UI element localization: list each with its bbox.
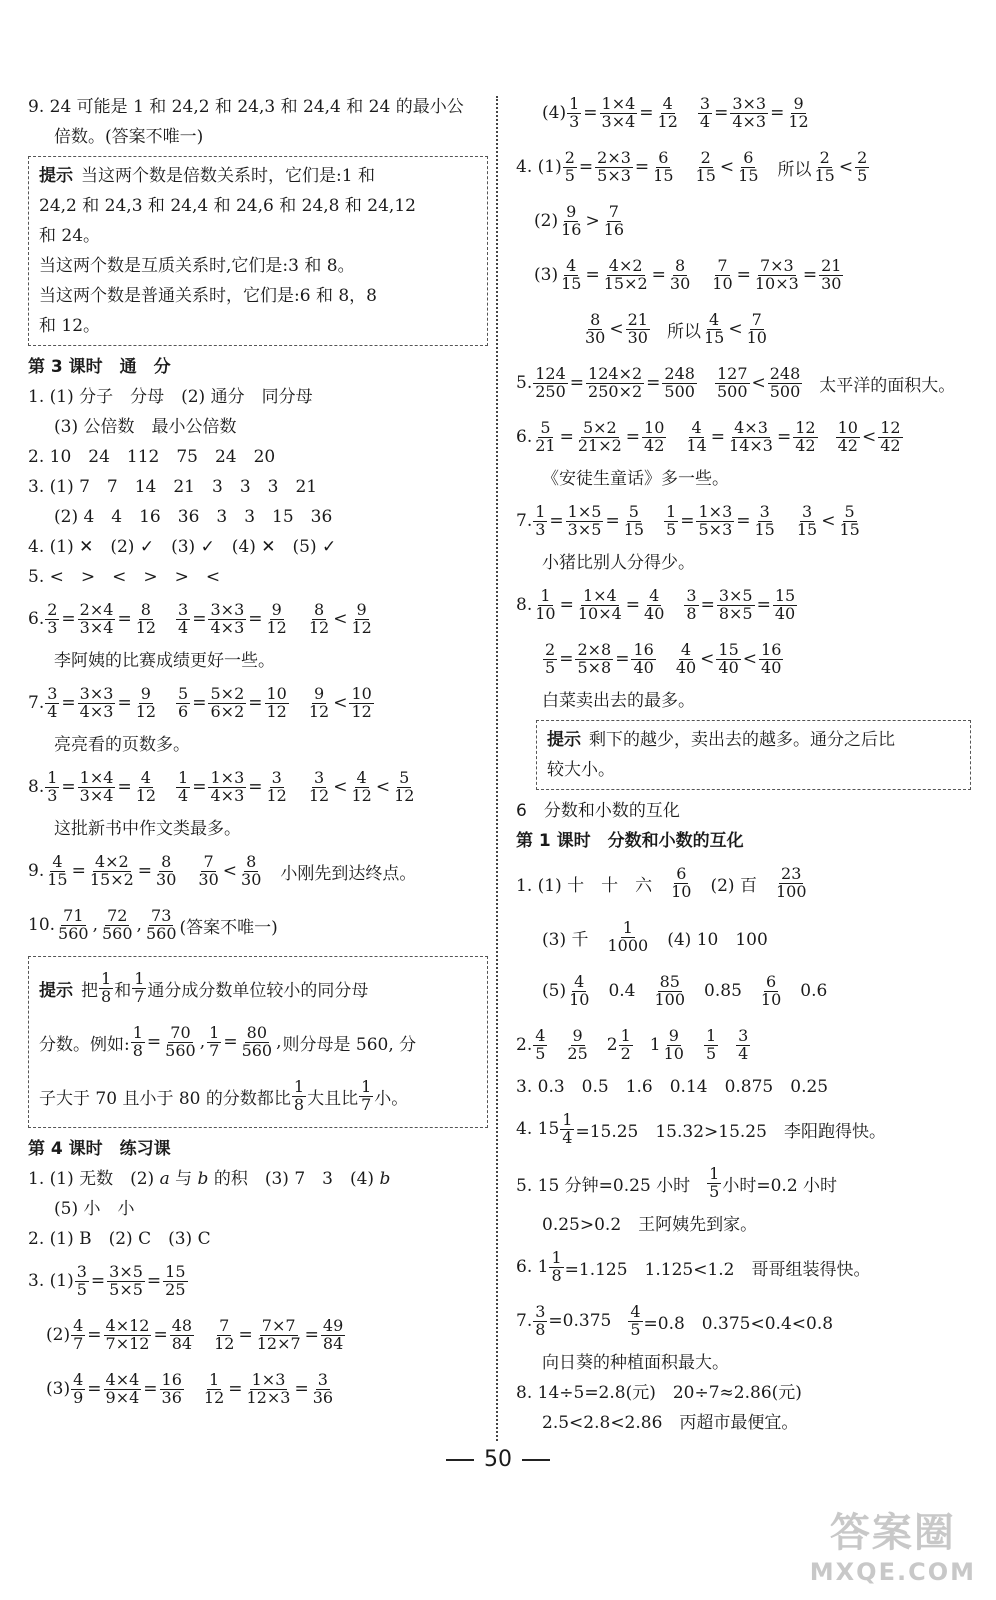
fraction: $\frac{3}{4}$ xyxy=(178,599,189,637)
s-q8b: 2.5<2.8<2.86 丙超市最便宜。 xyxy=(542,1413,799,1433)
s-q7-text: 向日葵的种植面积最大。 xyxy=(542,1353,729,1373)
fraction: $\frac{9}{12}$ xyxy=(351,599,372,637)
fraction: $\frac{2}{3}$ xyxy=(47,599,58,637)
hint-text: 把 xyxy=(81,980,98,1001)
l3-q9-equation: 9. $\frac{4}{15}$ = $\frac{4\times 2}{15\times 2}$ = $\frac{8}{30}$ $\frac{7}{30}$ < $\frac{8}{30}$ 小刚先到达终点。 xyxy=(28,851,417,889)
answer-text: (2) 百 xyxy=(710,875,757,896)
l3-q4: 4. (1) ✕ (2) ✓ (3) ✓ (4) ✕ (5) ✓ xyxy=(28,537,337,557)
fraction: $\frac{2\times 4}{3\times 4}$ xyxy=(79,599,114,637)
answer-text: 小刚先到达终点。 xyxy=(280,863,417,884)
l3-q7-equation: 7. $\frac{3}{4}$ = $\frac{3\times 3}{4\times 3}$ = $\frac{9}{12}$ $\frac{5}{6}$ = $\frac{5\times 2}{6\times 2}$ = $\frac{10}{12}$ $\frac{9}{12}$ < $\frac{10}{12}$ xyxy=(28,683,372,721)
answer-text: 所以 xyxy=(777,159,812,180)
l3-q3b: (2) 4 4 16 36 3 3 15 36 xyxy=(54,507,333,527)
answer-text: =0.8 0.375<0.4<0.8 xyxy=(643,1313,834,1334)
r-q7: 7. $\frac{1}{3}$ = $\frac{1\times 5}{3\times 5}$ = $\frac{5}{15}$ $\frac{1}{5}$ = $\frac{1\times 3}{5\times 3}$ = $\frac{3}{15}$ $\frac{3}{15}$ < $\frac{5}{15}$ xyxy=(516,501,860,539)
l4-q1a: 1. (1) 无数 (2) a 与 b 的积 (3) 7 3 (4) b xyxy=(28,1169,391,1189)
r-q8: 8. $\frac{1}{10}$ = $\frac{1\times 4}{10\times 4}$ = $\frac{4}{40}$ $\frac{3}{8}$ = $\frac{3\times 5}{8\times 5}$ = $\frac{15}{40}$ xyxy=(516,585,796,623)
answer-text: =1.125 1.125<1.2 哥哥组装得快。 xyxy=(564,1259,871,1280)
l3-q8-text: 这批新书中作文类最多。 xyxy=(54,819,241,839)
l4-q3-3: (3) $\frac{4}{9}$ = $\frac{4\times 4}{9\times 4}$ = $\frac{16}{36}$ $\frac{1}{12}$ = $\frac{1\times 3}{12\times 3}$ = $\frac{3}{36}$ xyxy=(46,1369,334,1407)
q-label: 8. xyxy=(516,595,533,615)
hint-label: 提示 xyxy=(39,166,73,186)
l3-q7-text: 亮亮看的页数多。 xyxy=(54,735,190,755)
hint-box-2: 提示 把 $\frac{1}{8}$ 和 $\frac{1}{7}$ 通分成分数单位较小的同分母 分数。例如: $\frac{1}{8}$ = $\frac{70}{560}$ , $\frac{1}{7}$ = $\frac{80}{560}$ , 则分母是 560, 分 子大于 70 且小于 80 的分数都比 $\frac{1}{8}$ 大且比 $\frac{1}{7}$ 小。 xyxy=(28,956,488,1128)
answer-text: 1. (1) 十 十 六 xyxy=(516,875,653,896)
hint-text: 和 xyxy=(114,980,132,1001)
q-label: 8. xyxy=(28,777,45,797)
q-label: 6. xyxy=(28,609,45,629)
q-label: 2. xyxy=(516,1035,533,1055)
hint-text: 小。 xyxy=(374,1088,409,1109)
q-label: (2) xyxy=(46,1325,71,1345)
s-q2: 2. $\frac{4}{5}$ $\frac{9}{25}$ 2 $\frac{1}{2}$ 1 $\frac{9}{10}$ $\frac{1}{5}$ $\frac{3}{4}$ xyxy=(516,1025,749,1063)
s-q7: 7. $\frac{3}{8}$ =0.375 $\frac{4}{5}$ =0.8 0.375<0.4<0.8 xyxy=(516,1301,834,1339)
fraction: $\frac{8}{12}$ xyxy=(308,599,330,637)
l4-q1b: (5) 小 小 xyxy=(54,1199,135,1219)
q-label: 6. xyxy=(516,427,533,447)
hint-text: 24,2 和 24,3 和 24,4 和 24,6 和 24,8 和 24,12 xyxy=(39,196,416,216)
q-label: (3) xyxy=(46,1379,71,1399)
hint-text: 和 24。 xyxy=(39,226,101,246)
lesson1-title: 第 1 课时 分数和小数的互化 xyxy=(516,831,744,851)
q-label: 7. xyxy=(516,511,533,531)
s-q3: 3. 0.3 0.5 1.6 0.14 0.875 0.25 xyxy=(516,1077,829,1097)
s-q5: 5. 15 分钟=0.25 小时 $\frac{1}{5}$ 小时=0.2 小时 xyxy=(516,1163,838,1201)
q-label: (2) xyxy=(534,211,559,231)
answer-text: (3) 千 xyxy=(542,929,589,950)
r-q3-4: (4) $\frac{1}{3}$ = $\frac{1\times 4}{3\times 4}$ = $\frac{4}{12}$ $\frac{3}{4}$ = $\frac{3\times 3}{4\times 3}$ = $\frac{9}{12}$ xyxy=(542,93,809,131)
l4-q2: 2. (1) B (2) C (3) C xyxy=(28,1229,211,1249)
l3-q8-equation: 8. $\frac{1}{3}$ = $\frac{1\times 4}{3\times 4}$ = $\frac{4}{12}$ $\frac{1}{4}$ = $\frac{1\times 3}{4\times 3}$ = $\frac{3}{12}$ $\frac{3}{12}$ < $\frac{4}{12}$ < $\frac{5}{12}$ xyxy=(28,767,415,805)
l4-q3-1: 3. (1) $\frac{3}{5}$ = $\frac{3\times 5}{5\times 5}$ = $\frac{15}{25}$ xyxy=(28,1261,186,1299)
hint-text: 和 12。 xyxy=(39,316,101,336)
l3-q6-equation: 6. $\frac{2}{3}$ = $\frac{2\times 4}{3\times 4}$ = $\frac{8}{12}$ $\frac{3}{4}$ = $\frac{3\times 3}{4\times 3}$ = $\frac{9}{12}$ $\frac{8}{12}$ < $\frac{9}{12}$ xyxy=(28,599,372,637)
l3-q1b: (3) 公倍数 最小公倍数 xyxy=(54,417,237,437)
left-column xyxy=(28,92,488,1416)
r-q7-text: 小猪比别人分得少。 xyxy=(542,553,695,573)
answer-text: 0.85 xyxy=(704,981,742,1001)
fraction: $\frac{3\times 3}{4\times 3}$ xyxy=(210,599,245,637)
answer-text: =15.25 15.32>15.25 李阳跑得快。 xyxy=(575,1121,886,1142)
answer-text: 5. 15 分钟=0.25 小时 xyxy=(516,1175,691,1196)
hint-text: 大且比 xyxy=(307,1088,359,1109)
s-q1-3: (3) 千 $\frac{1}{1000}$ (4) 10 100 xyxy=(542,917,768,955)
hint-box-3 xyxy=(536,720,971,790)
r-q4-3b: $\frac{8}{30}$ < $\frac{21}{30}$ 所以 $\frac{4}{15}$ < $\frac{7}{10}$ xyxy=(585,309,767,347)
hint-text: 子大于 70 且小于 80 的分数都比 xyxy=(39,1088,291,1109)
l3-q3a: 3. (1) 7 7 14 21 3 3 3 21 xyxy=(28,477,318,497)
answer-text: (4) 10 100 xyxy=(667,929,768,950)
lesson4-title: 第 4 课时 练习课 xyxy=(28,1139,171,1159)
r-q8b: $\frac{2}{5}$ = $\frac{2\times 8}{5\times 8}$ = $\frac{16}{40}$ $\frac{4}{40}$ < $\frac{15}{40}$ < $\frac{16}{40}$ xyxy=(545,639,782,677)
s-q5-text: 0.25>0.2 王阿姨先到家。 xyxy=(542,1215,758,1235)
l3-q10-equation: 10. $\frac{71}{560}$ , $\frac{72}{560}$ , $\frac{73}{560}$ (答案不唯一) xyxy=(28,905,278,943)
hint-text: 通分成分数单位较小的同分母 xyxy=(147,980,369,1001)
answer-text: 所以 xyxy=(666,321,701,342)
s-q6: 6. 1 $\frac{1}{8}$ =1.125 1.125<1.2 哥哥组装得快。 xyxy=(516,1247,871,1285)
l4-q3-2: (2) $\frac{4}{7}$ = $\frac{4\times 12}{7\times 12}$ = $\frac{48}{84}$ $\frac{7}{12}$ = $\frac{7\times 7}{12\times 7}$ = $\frac{49}{84}$ xyxy=(46,1315,344,1353)
q-label: (5) xyxy=(542,981,567,1001)
r-q4-1: 4. (1) $\frac{2}{5}$ = $\frac{2\times 3}{5\times 3}$ = $\frac{6}{15}$ $\frac{2}{15}$ < $\frac{6}{15}$ 所以 $\frac{2}{15}$ < $\frac{2}{5}$ xyxy=(516,147,868,185)
r-q4-3: (3) $\frac{4}{15}$ = $\frac{4\times 2}{15\times 2}$ = $\frac{8}{30}$ $\frac{7}{10}$ = $\frac{7\times 3}{10\times 3}$ = $\frac{21}{30}$ xyxy=(534,255,842,293)
lesson3-title: 第 3 课时 通 分 xyxy=(28,357,171,377)
answer-text: (答案不唯一) xyxy=(179,917,278,938)
answer-text: 太平洋的面积大。 xyxy=(819,375,956,396)
q-label: 5. xyxy=(516,373,533,393)
l3-q5: 5. < > < > > < xyxy=(28,567,221,587)
answer-text: =0.375 xyxy=(548,1311,612,1331)
right-column xyxy=(516,86,971,1438)
q9-line1: 9. 24 可能是 1 和 24,2 和 24,3 和 24,4 和 24 的最小公 xyxy=(28,97,464,117)
q9-line2: 倍数。(答案不唯一) xyxy=(54,127,204,147)
s-q1-1: 1. (1) 十 十 六 $\frac{6}{10}$ (2) 百 $\frac{23}{100}$ xyxy=(516,863,807,901)
q-label: 3. (1) xyxy=(28,1271,74,1291)
answer-text: 2 xyxy=(606,1035,618,1055)
hint-text: 当这两个数是互质关系时,它们是:3 和 8。 xyxy=(39,256,355,276)
q-label: 4. (1) xyxy=(516,157,562,177)
l3-q1a: 1. (1) 分子 分母 (2) 通分 同分母 xyxy=(28,387,313,407)
hint-text: 较大小。 xyxy=(547,760,615,780)
q-label: 7. xyxy=(516,1311,533,1331)
answer-text: 4. 15 xyxy=(516,1119,560,1139)
s-q4: 4. 15 $\frac{1}{4}$ =15.25 15.32>15.25 李阳跑得快。 xyxy=(516,1109,886,1147)
s-q1-5: (5) $\frac{4}{10}$ 0.4 $\frac{85}{100}$ 0.85 $\frac{6}{10}$ 0.6 xyxy=(542,971,828,1009)
hint-label: 提示 xyxy=(39,980,73,1001)
fraction: $\frac{9}{12}$ xyxy=(266,599,287,637)
hint-text: 当这两个数是普通关系时，它们是:6 和 8，8 xyxy=(39,286,377,306)
hint-text: 分数。例如: xyxy=(39,1034,130,1055)
answer-text: 1 xyxy=(649,1035,661,1055)
r-q4-2: (2) $\frac{9}{16}$ > $\frac{7}{16}$ xyxy=(534,201,625,239)
watermark-logo: 答案圈 MXQE.COM xyxy=(809,1510,976,1586)
hint-box-1 xyxy=(28,156,488,346)
unit-title: 6 分数和小数的互化 xyxy=(516,801,680,821)
r-q8-text: 白菜卖出去的最多。 xyxy=(542,691,695,711)
r-q5: 5. $\frac{124}{250}$ = $\frac{124\times 2}{250\times 2}$ = $\frac{248}{500}$ $\frac{127}{500}$ < $\frac{248}{500}$ 太平洋的面积大。 xyxy=(516,363,956,401)
r-q6: 6. $\frac{5}{21}$ = $\frac{5\times 2}{21\times 2}$ = $\frac{10}{42}$ $\frac{4}{14}$ = $\frac{4\times 3}{14\times 3}$ = $\frac{12}{42}$ $\frac{10}{42}$ < $\frac{12}{42}$ xyxy=(516,417,901,455)
hint-label: 提示 xyxy=(547,730,581,750)
answer-text: 0.4 xyxy=(608,981,636,1001)
q-label: (3) xyxy=(534,265,559,285)
s-q8a: 8. 14÷5=2.8(元) 20÷7≈2.86(元) xyxy=(516,1383,802,1403)
r-q6-text: 《安徒生童话》多一些。 xyxy=(542,469,729,489)
q-label: 10. xyxy=(28,915,56,935)
hint-text: 则分母是 560, 分 xyxy=(282,1034,417,1055)
q-label: 9. xyxy=(28,861,45,881)
answer-text: 小时=0.2 小时 xyxy=(722,1175,838,1196)
answer-text: 6. 1 xyxy=(516,1257,549,1277)
l3-q2: 2. 10 24 112 75 24 20 xyxy=(28,447,276,467)
l3-q6-text: 李阿姨的比赛成绩更好一些。 xyxy=(54,651,275,671)
answer-text: 0.6 xyxy=(800,981,828,1001)
hint-text: 剩下的越少，卖出去的越多。通分之后比 xyxy=(589,730,895,750)
q-label: 7. xyxy=(28,693,45,713)
hint-text: 当这两个数是倍数关系时，它们是:1 和 xyxy=(81,166,375,186)
q-label: (4) xyxy=(542,103,567,123)
column-divider xyxy=(496,96,498,1441)
page-number: 50 xyxy=(0,1447,996,1472)
fraction: $\frac{8}{12}$ xyxy=(135,599,157,637)
